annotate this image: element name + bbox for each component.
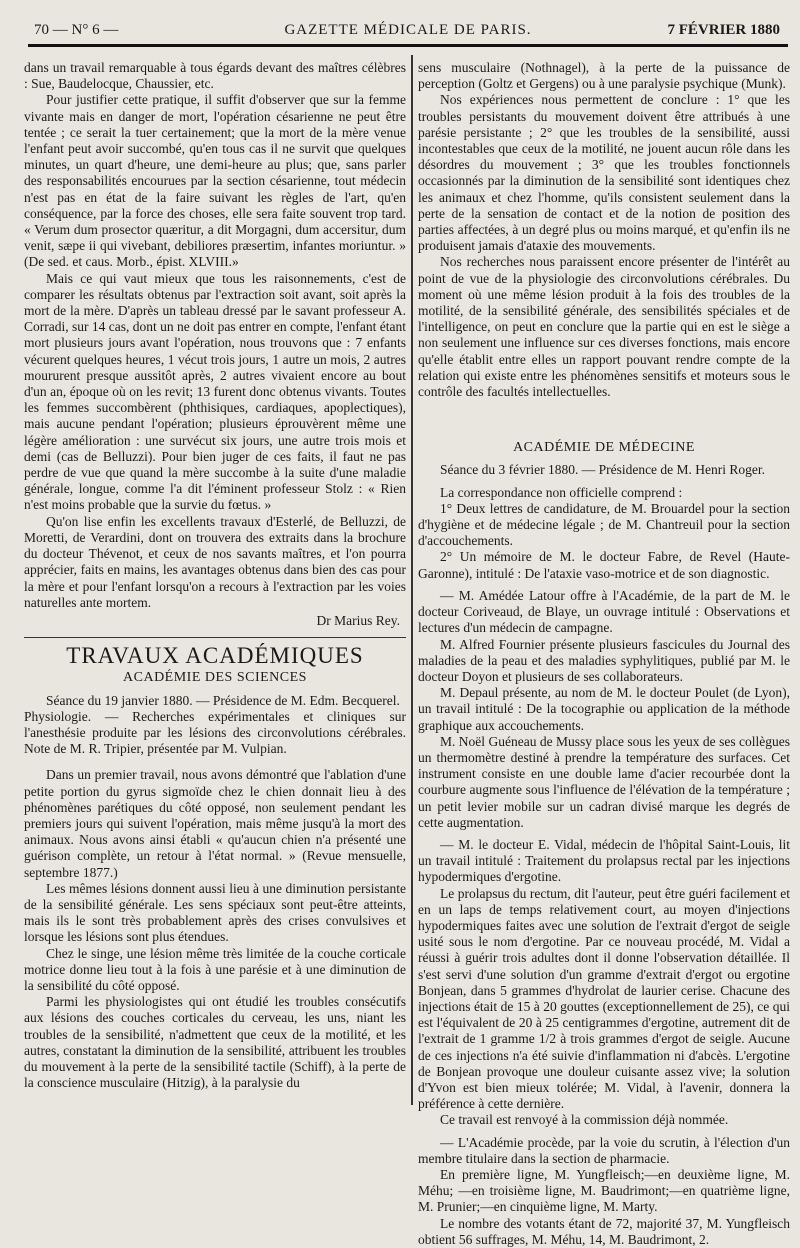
paragraph: — M. le docteur E. Vidal, médecin de l'hôpital Saint-Louis, lit un travail intitulé : Traitement du prolapsus rectal par les injections hypodermiques d'ergotine. — [418, 836, 790, 885]
paragraph: 1° Deux lettres de candidature, de M. Brouardel pour la section d'hygiène et de médecine légale ; de M. Chantreuil pour la section d'accouchements. — [418, 500, 790, 549]
paragraph: — L'Académie procède, par la voie du scrutin, à l'élection d'un membre titulaire dans la section de pharmacie. — [418, 1134, 790, 1166]
paragraph: dans un travail remarquable à tous égards devant des maîtres célèbres : Sue, Baudelocque, Chaussier, etc. — [24, 60, 406, 92]
left-column — [24, 60, 406, 1091]
paragraph: Pour justifier cette pratique, il suffit d'observer que sur la femme vivante mais en danger de mort, l'opération césarienne ne peut être tentée ; ce serait la tuer certainement; que la mort de la mère venue l'enfant peut avoir succombé, qu'en tous cas il ne survit que quelques minutes, un quart d'heure, une demi-heure au plus; que, sans parler des responsabilités encourues par la section césarienne, tout médecin n'est pas en état de la faire suivant les règles de l'art, qu'en conséquence, par la force des choses, elle sera faite souvent trop tard. « Verum dum prosector quæritur, a dit Morgagni, dum accersitur, dum venit, sæpe ii qui vivebant, debiliores præsertim, infantes moriuntur. » (De sed. et caus. Morb., épist. XLVIII.» — [24, 92, 406, 270]
academy-heading: ACADÉMIE DE MÉDECINE — [513, 440, 695, 456]
paragraph: Qu'on lise enfin les excellents travaux d'Esterlé, de Belluzzi, de Moretti, de Verardini, dont on trouvera des extraits dans la brochure du docteur Thévenot, et ceux de nos savants maîtres, et l'on pourra apprécier, faits en mains, les avantages obtenus dans bien des cas pour la mère et pour l'enfant lorsqu'on a recours à l'extraction par les voies naturelles ante mortem. — [24, 513, 406, 610]
paragraph: Nos expériences nous permettent de conclure : 1° que les troubles persistants du mouvement doivent être attribués à une parésie persistante ; 2° que les troubles de la sensibilité, aussi incontestables que ceux de la motilité, ne jouent aucun rôle dans les désordres du mouvement ; 3° que les troubles fonctionnels occasionnés par la diminution de la sensibilité sont identiques chez les animaux et chez l'homme, qu'ils consistent seulement dans la perte de la sensation de contact et de la notion de position des parties affectées, à un degré plus ou moins marqué, et qu'enfin ils ne produisent jamais d'ataxie des mouvements. — [418, 92, 790, 254]
academy-heading: ACADÉMIE DES SCIENCES — [123, 670, 307, 686]
column-divider — [411, 55, 413, 1105]
paragraph: Ce travail est renvoyé à la commission déjà nommée. — [440, 1112, 729, 1128]
paragraph: En première ligne, M. Yungfleisch;—en deuxième ligne, M. Méhu; —en troisième ligne, M. Baudrimont;—en quatrième ligne, M. Prunier;—en cinquième ligne, M. Marty. — [418, 1167, 790, 1215]
paragraph: M. Noël Guéneau de Mussy place sous les yeux de ses collègues un thermomètre destiné à prendre la température des surfaces. Cet instrument consiste en une double lame d'acier recourbée dont la courbure augmente sous l'influence de l'élévation de la température ; un petit levier mobile sur un cadran divisé marque les degrés de cette augmentation. — [418, 733, 790, 830]
section-rule — [24, 637, 406, 638]
seance-line: Séance du 3 février 1880. — Présidence de M. Henri Roger. — [440, 462, 766, 478]
section-title: TRAVAUX ACADÉMIQUES — [66, 643, 364, 669]
header-rule — [28, 44, 788, 47]
journal-title: GAZETTE MÉDICALE DE PARIS. — [284, 22, 532, 38]
paragraph: M. Depaul présente, au nom de M. le docteur Poulet (de Lyon), un travail intitulé : De la tocographie ou application de la méthode graphique aux accouchements. — [418, 685, 790, 733]
page-header — [28, 18, 788, 44]
paragraph: — M. Amédée Latour offre à l'Académie, de la part de M. le docteur Coriveaud, de Blaye, un ouvrage intitulé : Observations et lectures d'un médecin de campagne. — [418, 587, 790, 636]
paragraph: sens musculaire (Nothnagel), à la perte de la puissance de perception (Goltz et Gergens) ou à une paralysie psychique (Munk). — [418, 60, 790, 92]
author-signature: Dr Marius Rey. — [316, 612, 400, 628]
paragraph: Mais ce qui vaut mieux que tous les raisonnements, c'est de comparer les résultats obtenus par l'extraction soit avant, soit après la mort de la mère. D'après un tableau dressé par le savant professeur A. Corradi, sur 14 cas, dont un ne doit pas entrer en compte, l'enfant étant mort plusieurs jours avant l'opération, nous trouvons que : 7 enfants vécurent quelques heures, 1 vécut trois jours, 1 autre un mois, 2 autres moururent presque aussitôt après, 2 autres vivaient encore au bout d'un an, époque où on les revit; 13 furent donc obtenus vivants. Toutes les femmes succombèrent (phthisiques, cardiaques, apoplectiques), mais aucune pendant l'opération; plusieurs éprouvèrent même une légère amélioration : une survécut six jours, une autre trois mois et demi (cas de Belluzzi). Pour bien juger de ces faits, il faut ne pas perdre de vue que quand la mère succombe à la suite d'une maladie générale, longue, comme l'a dit l'éminent professeur Stolz : « Rien n'est moins probable que la survie du fœtus. » — [24, 270, 406, 513]
paragraph: Le nombre des votants étant de 72, majorité 37, M. Yungfleisch obtient 56 suffrages, M. Méhu, 14, M. Baudrimont, 2. — [418, 1215, 790, 1247]
paragraph: Dans un premier travail, nous avons démontré que l'ablation d'une petite portion du gyrus sigmoïde chez le chien donnait lieu à des phénomènes parétiques du côté opposé, non seulement pendant les premiers jours qui suivent l'opération, mais même jusqu'à la mort des animaux. Nous avons ainsi établi « qu'aucun chien n'a présenté une guérison complète, un retour à l'état normal. » (Revue mensuelle, septembre 1877.) — [24, 767, 406, 880]
paragraph: Le prolapsus du rectum, dit l'auteur, peut être guéri facilement et en un laps de temps relativement court, au moyen d'injections hypodermiques faites avec une solution de l'extrait d'ergot de seigle usité sous le nom d'ergotine. Par ce nouveau procédé, M. Vidal a réussi à guérir trois adultes dont il donne l'observation détaillée. Il s'est servi d'une solution d'un gramme d'extrait d'ergot ou ergotine Bonjean, dans 5 grammes d'hydrolat de laurier cerise. Chacune des injections était de 15 à 20 gouttes (exceptionnellement de 25), ce qui est l'équivalent de 20 à 25 centigrammes d'ergotine, autrement dit de l'extrait de 1 gramme 1/2 à trois grammes d'ergot de seigle. Aucune de ces injections n'a été suivie d'inflammation ni d'abcès. L'ergotine de Bonjean provoque une douleur cuisante assez vive; la solution d'Yvon est bien mieux tolérée; M. Vidal, à l'avenir, donnera la préférence à cette dernière. — [418, 885, 790, 1112]
paragraph: Les mêmes lésions donnent aussi lieu à une diminution persistante de la sensibilité générale. Les sens spéciaux sont peut-être atteints, mais ils le sont très probablement après des crises convulsives et lorsque les lésions sont plus étendues. — [24, 880, 406, 945]
seance-line: Séance du 19 janvier 1880. — Présidence de M. Edm. Becquerel. — [46, 692, 400, 708]
issue-date: 7 FÉVRIER 1880 — [667, 22, 780, 38]
paragraph: 2° Un mémoire de M. le docteur Fabre, de Revel (Haute-Garonne), intitulé : De l'ataxie vaso-motrice et de son diagnostic. — [418, 549, 790, 581]
paragraph: Chez le singe, une lésion même très limitée de la couche corticale motrice donne lieu tout à la fois à une parésie et à une diminution de la sensibilité du côté opposé. — [24, 945, 406, 993]
page-number: 70 — N° 6 — — [34, 22, 119, 38]
paragraph: Parmi les physiologistes qui ont étudié les troubles consécutifs aux lésions des couches corticales du cerveau, les uns, niant les troubles de la sensibilité, n'admettent que ceux de la motilité, et les autres, constatant la diminution de la sensibilité, attribuent les troubles du mouvement à la perte de la sensibilité tactile (Schiff), à la perte de la conscience musculaire (Hitzig), à la paralysie du — [24, 994, 406, 1091]
right-column — [418, 60, 790, 1248]
paragraph: Nos recherches nous paraissent encore présenter de l'intérêt au point de vue de la physiologie des circonvolutions cérébrales. Du moment où une même lésion produit à la fois des troubles de la motilité, de la sensibilité générale, des sensibilités spéciales et de l'intelligence, on peut en conclure que la partie qui en est le siège a non seulement une influence sur ces diverses fonctions, mais encore qu'elle établit entre elles un rapport pouvant rendre compte de la relation qui existe entre les phénomènes sensitifs et moteurs sous le contrôle des facultés intellectuelles. — [418, 254, 790, 400]
paragraph: La correspondance non officielle comprend : — [440, 484, 683, 500]
physiology-note: Physiologie. — Recherches expérimentales et cliniques sur l'anesthésie produite par les lésions des circonvolutions cérébrales. Note de M. R. Tripier, présentée par M. Vulpian. — [24, 708, 406, 757]
paragraph: M. Alfred Fournier présente plusieurs fascicules du Journal des maladies de la peau et des maladies syphylitiques, publié par M. le docteur Doyon et plusieurs de ses collaborateurs. — [418, 636, 790, 684]
